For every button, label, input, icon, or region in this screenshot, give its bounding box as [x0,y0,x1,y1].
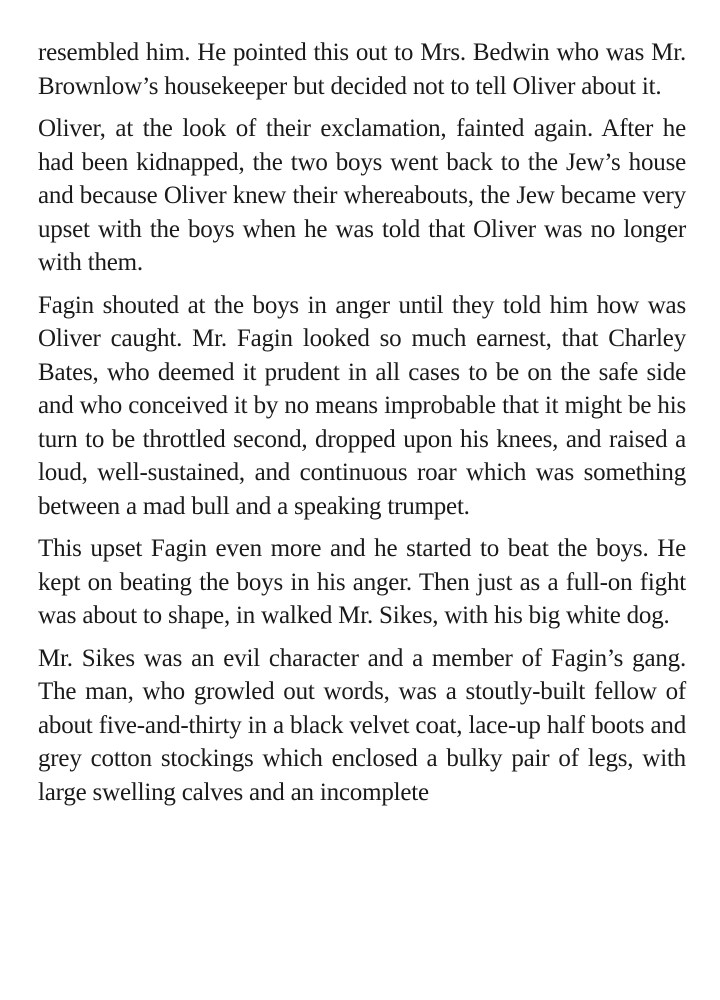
paragraph: resembled him. He pointed this out to Mrs. Bedwin who was Mr. Brownlow’s housekeeper but decided not to tell Oliver about it. [38,39,686,100]
paragraph: Oliver, at the look of their exclamation, fainted again. After he had been kidnapped, the two boys went back to the Jew’s house and because Oliver knew their whereabouts, the Jew became very upset with the boys when he was told that Oliver was no longer with them. [38,115,686,276]
paragraph: This upset Fagin even more and he started to beat the boys. He kept on beating the boys in his anger. Then just as a full-on fight was about to shape, in walked Mr. Sikes, with his big white dog. [38,535,686,629]
page-body [38,36,686,818]
paragraph: Fagin shouted at the boys in anger until they told him how was Oliver caught. Mr. Fagin looked so much earnest, that Charley Bates, who deemed it prudent in all cases to be on the safe side and who conceived it by no means improbable that it might be his turn to be throttled second, dropped upon his knees, and raised a loud, well-sustained, and continuous roar which was something between a mad bull and a speaking trumpet. [38,291,686,520]
paragraph: Mr. Sikes was an evil character and a member of Fagin’s gang. The man, who growled out words, was a stoutly-built fellow of about five-and-thirty in a black velvet coat, lace-up half boots and grey cotton stockings which enclosed a bulky pair of legs, with large swelling calves and an incomplete [38,644,686,806]
